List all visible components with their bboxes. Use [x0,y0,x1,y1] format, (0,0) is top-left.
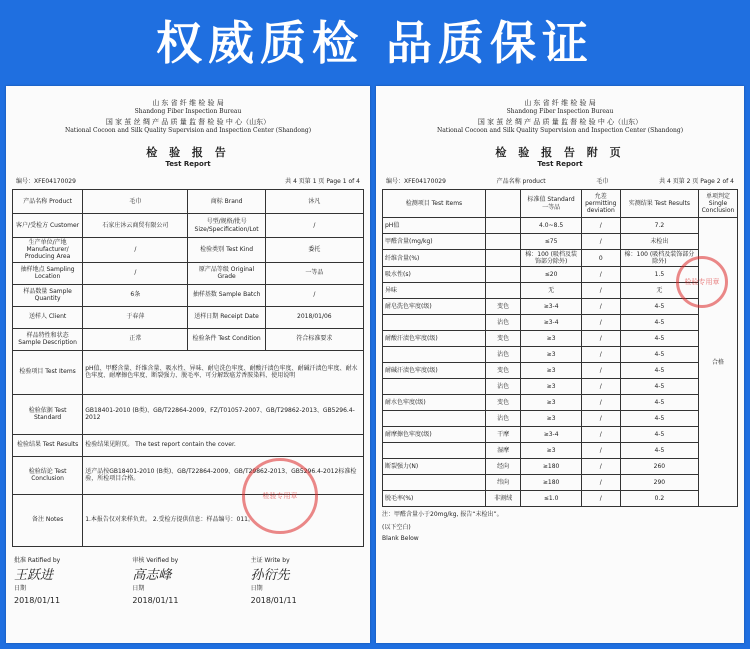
cell-item [383,443,486,459]
center-name-cn: 国 家 茧 丝 绸 产 品 质 量 监 督 检 验 中 心（山东） [477,118,643,126]
cell-label: 生产单位/产地 Manufacturer/ Producing Area [13,238,83,263]
cell-result: 未检出 [620,234,698,250]
table-row [383,347,738,363]
cell-value: 委托 [265,238,363,263]
cell-permitting: / [581,267,620,283]
product-value: 毛巾 [596,178,609,185]
cell-sub: 干摩 [485,427,521,443]
table-row [383,475,738,491]
cell-result: 0.2 [620,491,698,507]
cell-standard: ≥3 [521,411,581,427]
cell-standard: ≥3 [521,443,581,459]
cell-sub: 经向 [485,459,521,475]
cell-standard: ≤20 [521,267,581,283]
cell-item: 甲醛含量(mg/kg) [383,234,486,250]
verified-date-label: 日期 [132,584,145,592]
documents-area [0,80,750,649]
cell-result: 4-5 [620,299,698,315]
cell-sub [485,250,521,267]
cell-result: 4-5 [620,379,698,395]
verified-date: 2018/01/11 [132,595,179,605]
cell-value: 检验结果见附页。 The test report contain the cover. [83,434,364,456]
cell-sub [485,218,521,234]
cell-permitting: / [581,491,620,507]
cell-item: 断裂强力(N) [383,459,486,475]
write-date: 2018/01/11 [250,595,297,605]
cell-label: 检验项目 Test Items [13,350,83,394]
cell-value: 送产品按GB18401-2010 (B类)、GB/T22864-2009、GB/T29862-2013、GB5296.4-2012标准检验，所检项目合格。 [83,456,364,494]
cell-label: 客户/受检方 Customer [13,214,83,238]
write-signature: 孙衍先 [250,567,290,583]
appendix-title-en: Test Report [537,160,583,168]
cell-sub: 变色 [485,299,521,315]
org-name-en: Shandong Fiber Inspection Bureau [506,108,614,115]
stamp-text: 检验专用章 [262,492,298,500]
cell-value: 毛巾 [83,190,188,214]
table-row [383,491,738,507]
cell-value: 一等品 [265,262,363,284]
cell-sub: 沾色 [485,347,521,363]
cell-sub [485,234,521,250]
cell-label: 抽样地点 Sampling Location [13,262,83,284]
header-banner [0,0,750,80]
verified-label: 审核 Verified by [132,556,179,564]
cell-value: GB18401-2010 (B类)、GB/T22864-2009、FZ/T01057-2007、GB/T29862-2013、GB5296.4-2012 [83,394,364,434]
ratified-block [14,555,125,605]
cell-label: 原产品等级 Original Grade [188,262,265,284]
header-item: 检测项目 Test Items [383,190,486,218]
cell-permitting: / [581,395,620,411]
table-row [383,411,738,427]
cell-result: 7.2 [620,218,698,234]
cell-sub: 变色 [485,395,521,411]
cell-label: 检验条件 Test Condition [188,328,265,350]
org-name-en: Shandong Fiber Inspection Bureau [134,108,242,115]
write-label: 主证 Write by [250,556,290,564]
cell-permitting: / [581,459,620,475]
footnote: 注：甲醛含量小于20mg/kg, 报告“未检出”。 [382,511,503,519]
cell-permitting: / [581,283,620,299]
cell-standard: ≥180 [521,475,581,491]
org-name-cn: 山 东 省 纤 维 检 验 局 [524,99,596,107]
cell-sub: 变色 [485,363,521,379]
table-row [383,459,738,475]
verified-signature: 高志峰 [132,567,172,583]
cell-sub: 湿摩 [485,443,521,459]
cell-label: 样品数量 Sample Quantity [13,284,83,306]
cell-item: 异味 [383,283,486,299]
center-name-en: National Cocoon and Silk Quality Supervision and Inspection Center (Shandong) [64,127,312,134]
cell-sub: 非割绒 [485,491,521,507]
cell-value: 沐凡 [265,190,363,214]
cell-standard: ≥3 [521,395,581,411]
cell-standard: ≥3-4 [521,299,581,315]
cell-permitting: / [581,331,620,347]
cell-value: 6条 [83,284,188,306]
cell-permitting: / [581,234,620,250]
cell-value: 符合标准要求 [265,328,363,350]
cell-result: 1.5 [620,267,698,283]
center-name-cn: 国 家 茧 丝 绸 产 品 质 量 监 督 检 验 中 心（山东） [105,118,271,126]
cell-label: 商标 Brand [188,190,265,214]
cell-value: / [83,262,188,284]
header-permitting: 允差 permitting deviation [581,190,620,218]
cell-standard: ≥180 [521,459,581,475]
table-row [383,427,738,443]
cell-result: 4-5 [620,411,698,427]
center-name-en: National Cocoon and Silk Quality Supervision and Inspection Center (Shandong) [436,127,684,134]
cell-result: 4-5 [620,395,698,411]
stamp-text: 检验专用章 [684,278,720,286]
cell-label: 检验依据 Test Standard [13,394,83,434]
cell-item: 耐摩擦色牢度(级) [383,427,486,443]
cell-permitting: / [581,411,620,427]
test-report-appendix-page [376,86,744,643]
signature-row [6,547,370,605]
official-stamp [242,458,318,534]
report-number: 编号：XFE04170029 [16,178,76,185]
cell-value: 2018/01/06 [265,306,363,328]
ratified-signature: 王跃进 [14,567,54,583]
cell-sub: 沾色 [485,379,521,395]
cell-label: 检验类别 Test Kind [188,238,265,263]
cell-item [383,315,486,331]
report-title-en: Test Report [165,160,211,168]
cell-label: 号型/规格/批号 Size/Specification/Lot [188,214,265,238]
write-block [251,555,362,605]
cell-sub: 沾色 [485,411,521,427]
cell-label: 检验结论 Test Conclusion [13,456,83,494]
cell-permitting: / [581,218,620,234]
cell-permitting: / [581,347,620,363]
ratified-label: 批准 Ratified by [14,556,61,564]
cell-standard: ≥3 [521,347,581,363]
report-meta [6,176,370,185]
cell-item: 耐碱汗渍色牢度(级) [383,363,486,379]
cell-standard: ≥3-4 [521,315,581,331]
cell-permitting: / [581,315,620,331]
page-info: 共 4 页第 2 页 Page 2 of 4 [659,178,734,185]
header-sub [485,190,521,218]
cell-sub [485,283,521,299]
cell-value: / [265,284,363,306]
cell-sub [485,267,521,283]
cell-result: 棉：100 (吸档及装饰部分除外) [620,250,698,267]
table-row [383,234,738,250]
table-row [383,395,738,411]
product-label: 产品名称 product [496,178,546,185]
cell-permitting: / [581,363,620,379]
cell-standard: ≥3 [521,331,581,347]
org-name-cn: 山 东 省 纤 维 检 验 局 [152,99,224,107]
results-table [382,189,738,507]
table-row [383,315,738,331]
ratified-date-label: 日期 [14,584,27,592]
table-row [383,331,738,347]
banner-title: 权威质检 品质保证 [155,16,594,70]
cell-value: 于春萍 [83,306,188,328]
cell-sub: 沾色 [485,315,521,331]
cell-standard: ≥3 [521,379,581,395]
cell-permitting: / [581,379,620,395]
cell-standard: ≥3-4 [521,427,581,443]
cell-value: 正常 [83,328,188,350]
report-title-cn: 检 验 报 告 [146,146,230,159]
header-conclusion: 单项判定 Single Conclusion [698,190,737,218]
cell-item: 耐酸汗渍色牢度(级) [383,331,486,347]
cell-result: 4-5 [620,347,698,363]
header-result: 实测结果 Test Results [620,190,698,218]
page-info: 共 4 页第 1 页 Page 1 of 4 [285,178,360,185]
cell-label: 抽样基数 Sample Batch [188,284,265,306]
cell-sub: 纬向 [485,475,521,491]
report-number: 编号：XFE04170029 [386,178,446,185]
test-report-page [6,86,370,643]
cell-item: 纤维含量(%) [383,250,486,267]
verified-block [132,555,243,605]
blank-below-cn: (以下空白) [382,524,411,532]
cell-standard: ≤75 [521,234,581,250]
cell-result: 4-5 [620,331,698,347]
cell-value: / [265,214,363,238]
appendix-title-cn: 检 验 报 告 附 页 [495,146,625,159]
cell-value: 1.本报告仅对来样负责。 2.受检方提供信息：样品编号：011。 [83,494,364,546]
header-standard [521,190,581,218]
cell-permitting: / [581,443,620,459]
table-row [383,218,738,234]
write-date-label: 日期 [250,584,263,592]
cell-permitting: / [581,299,620,315]
cell-label: 送样人 Client [13,306,83,328]
cell-standard: ≥3 [521,363,581,379]
cell-standard: 无 [521,283,581,299]
cell-label: 送样日期 Receipt Date [188,306,265,328]
cell-value: pH值、甲醛含量、纤维含量、吸水性、异味、耐皂洗色牢度、耐酸汗渍色牢度、耐碱汗渍色牢度、耐水色牢度、耐摩擦色牢度、断裂强力、脱毛率、可分解致癌芳香胺染料、使用说明 [83,350,364,394]
cell-permitting: / [581,475,620,491]
cell-item: 耐皂洗色牢度(级) [383,299,486,315]
cell-sub: 变色 [485,331,521,347]
header-standard-label: 标准值 Standard [527,196,575,204]
table-row [383,379,738,395]
cell-item: 耐水色牢度(级) [383,395,486,411]
cell-standard: 4.0~8.5 [521,218,581,234]
cell-item [383,475,486,491]
cell-standard: 棉：100 (吸档及装饰部分除外) [521,250,581,267]
cell-single-conclusion: 合格 [698,218,737,507]
cell-label: 检验结果 Test Results [13,434,83,456]
appendix-stamp [676,256,728,308]
blank-below-en: Blank Below [382,535,419,543]
cell-value: 石家庄沐云商贸有限公司 [83,214,188,238]
header-standard-grade: 一等品 [542,203,561,211]
cell-result: 4-5 [620,315,698,331]
cell-label: 备注 Notes [13,494,83,546]
cell-result: 4-5 [620,443,698,459]
cell-item: pH值 [383,218,486,234]
cell-item [383,379,486,395]
ratified-date: 2018/01/11 [14,595,61,605]
cell-result: 260 [620,459,698,475]
cell-result: 4-5 [620,363,698,379]
cell-permitting: 0 [581,250,620,267]
cell-label: 产品名称 Product [13,190,83,214]
cell-permitting: / [581,427,620,443]
cell-item: 吸水性(s) [383,267,486,283]
cell-item [383,347,486,363]
cell-result: 290 [620,475,698,491]
cell-item [383,411,486,427]
cell-standard: ≤1.0 [521,491,581,507]
cell-item: 脱毛率(%) [383,491,486,507]
cell-label: 样品特性和状态 Sample Description [13,328,83,350]
cell-value: / [83,238,188,263]
table-row [383,443,738,459]
cell-result: 4-5 [620,427,698,443]
cell-result: 无 [620,283,698,299]
appendix-meta [376,176,744,185]
table-row [383,363,738,379]
